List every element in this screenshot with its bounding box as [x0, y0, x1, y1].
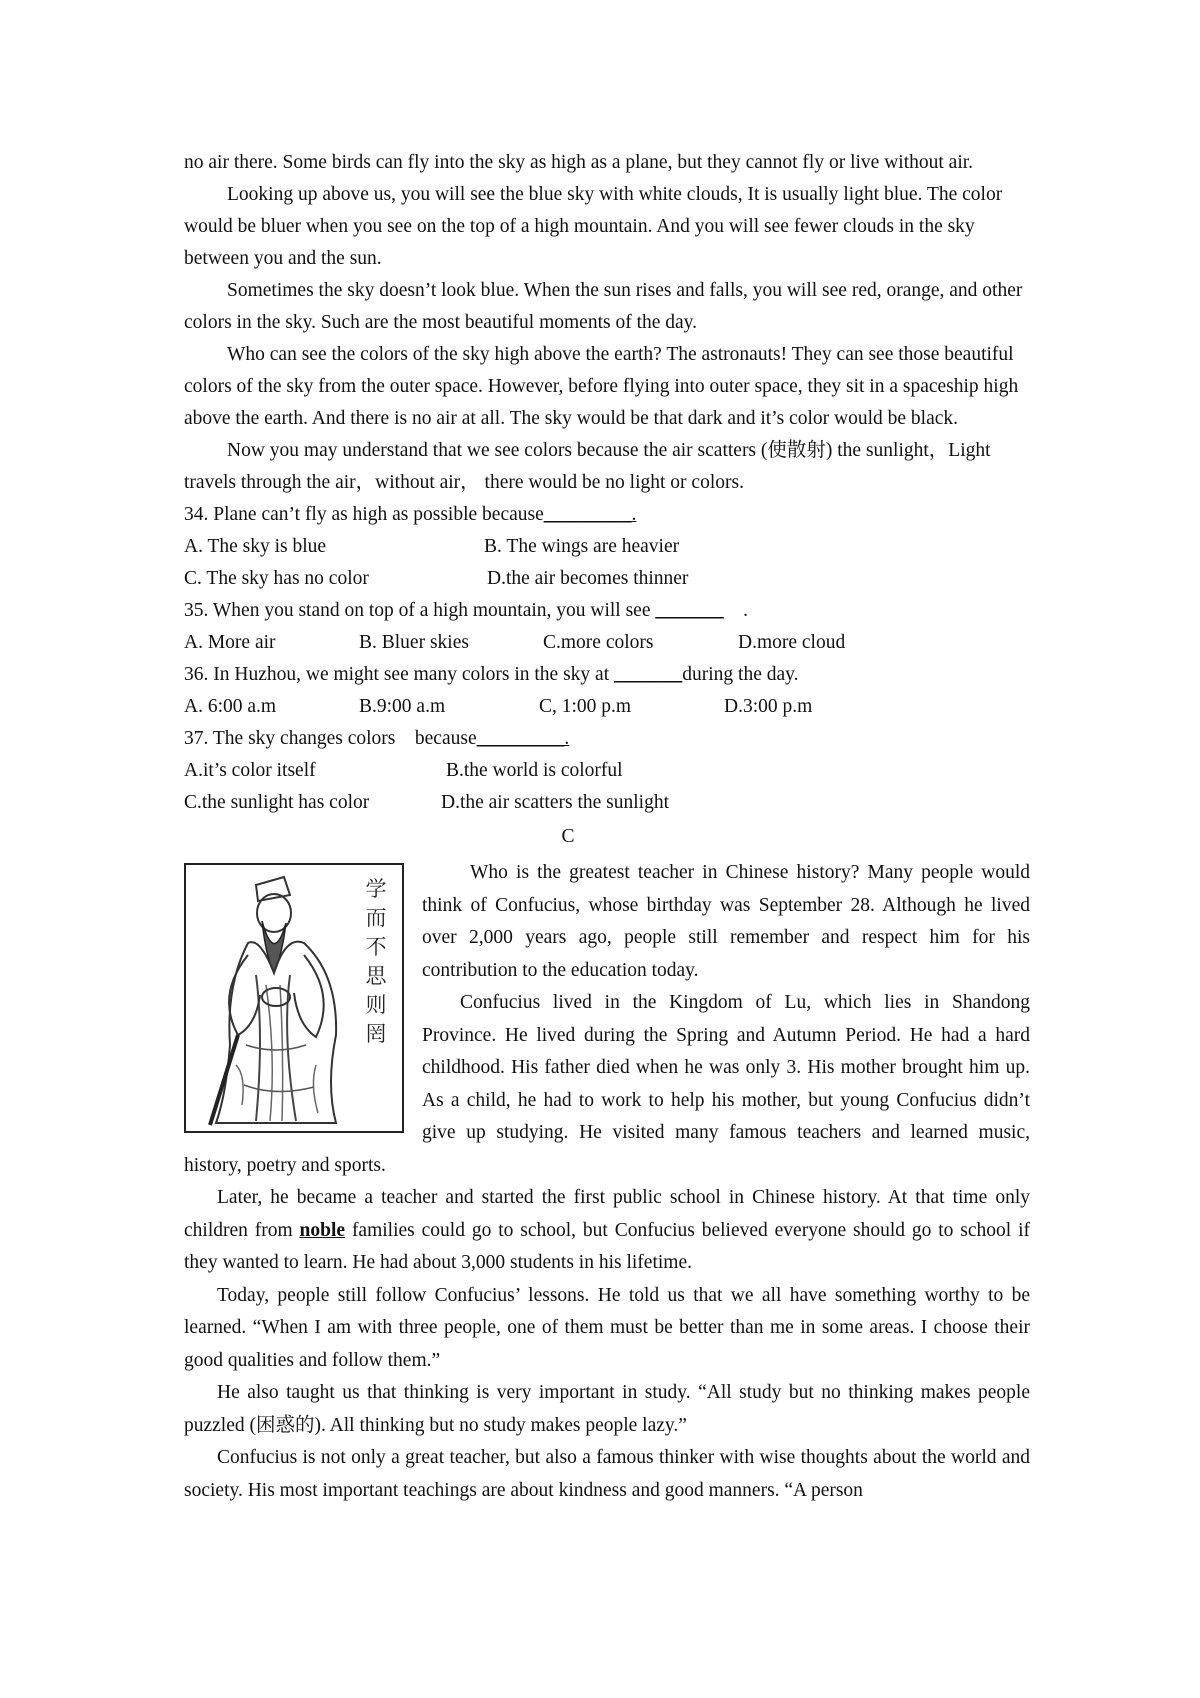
option-d: D.the air becomes thinner	[487, 568, 689, 589]
question-37	[184, 723, 1030, 755]
section-heading: C	[561, 826, 575, 847]
answer-blank: _______	[655, 600, 724, 621]
option-b: B. The wings are heavier	[484, 536, 680, 557]
answer-blank: _______	[614, 664, 683, 685]
passage-paragraph: Sometimes the sky doesn’t look blue. When the sun rises and falls, you will see red, orange, and other colors in the sky. Such are the most beautiful moments of the day.	[184, 280, 1023, 333]
passage-paragraph: no air there. Some birds can fly into the sky as high as a plane, but they cannot fly or live without air.	[184, 152, 974, 173]
option-b: B.the world is colorful	[446, 760, 623, 781]
question-tail: during the day.	[682, 664, 799, 685]
confucius-portrait	[184, 863, 404, 1133]
passage-paragraph: Today, people still follow Confucius’ lessons. He told us that we all have something worthy to be learned. “When I am with three people, one of them must be better than me in some areas. I choose their good qualities and follow them.”	[184, 1284, 1030, 1371]
passage-paragraph: Who can see the colors of the sky high above the earth? The astronauts! They can see those beautiful colors of the sky from the outer space. However, before flying into outer space, they sit in a spaceship high above the earth. And there is no air at all. The sky would be that dark and it’s color would be black.	[184, 344, 1019, 429]
option-c: C.the sunlight has color	[184, 792, 370, 813]
question-36	[184, 659, 1030, 691]
passage-paragraph: Looking up above us, you will see the blue sky with white clouds, It is usually light blue. The color would be bluer when you see on the top of a high mountain. And you will see fewer clouds in the sky between you and the sun.	[184, 184, 1003, 269]
option-a: A. More air	[184, 632, 276, 653]
option-a: A. 6:00 a.m	[184, 696, 277, 717]
passage-paragraph: Now you may understand that we see colors because the air scatters (使散射) the sunlight，Light travels through the air，without air， there would be no light or colors.	[184, 440, 991, 493]
question-stem: 35. When you stand on top of a high mountain, you will see	[184, 600, 656, 621]
passage-c	[184, 857, 1030, 1507]
option-b: B. Bluer skies	[359, 632, 469, 653]
question-stem: 34. Plane can’t fly as high as possible because	[184, 504, 544, 525]
options-row	[184, 787, 1030, 819]
option-c: C, 1:00 p.m	[539, 696, 632, 717]
option-d: D.the air scatters the sunlight	[441, 792, 669, 813]
answer-blank: _________.	[543, 504, 637, 525]
passage-paragraph: Who is the greatest teacher in Chinese history? Many people would think of Confucius, whose birthday was September 28. Although he lived over 2,000 years ago, people still remember and respect him for his contribution to the education today.	[422, 862, 1030, 981]
options-row	[184, 563, 1030, 595]
option-d: D.more cloud	[738, 632, 846, 653]
option-c: C.more colors	[543, 632, 654, 653]
paragraph-text: families could go to school, but Confucius believed everyone should go to school if they wanted to learn. He had about 3,000 students in his lifetime.	[184, 1219, 1030, 1273]
options-row	[184, 531, 1030, 563]
question-stem: 36. In Huzhou, we might see many colors in the sky at	[184, 664, 614, 685]
option-d: D.3:00 p.m	[724, 696, 813, 717]
passage-paragraph: Confucius lived in the Kingdom of Lu, which lies in Shandong Province. He lived during the Spring and Autumn Period. He had a hard childhood. His father died when he was only 3. His mother brought him up. As a child, he had to work to help his mother, but young Confucius didn’t give up studying. He visited many famous teachers and learned music, history, poetry and sports.	[184, 992, 1030, 1176]
options-row	[184, 755, 1030, 787]
answer-blank: _________.	[476, 728, 570, 749]
options-row	[184, 691, 1030, 723]
option-a: A. The sky is blue	[184, 536, 327, 557]
paragraph-text: Later, he became a teacher and started the first public school in Chinese history. At that time only children from	[184, 1187, 1030, 1241]
underlined-word-noble: noble	[299, 1219, 346, 1241]
worksheet-page	[184, 147, 1030, 1507]
passage-paragraph	[184, 1182, 1030, 1280]
question-34	[184, 499, 1030, 531]
passage-paragraph: Confucius is not only a great teacher, but also a famous thinker with wise thoughts about the world and society. His most important teachings are about kindness and good manners. “A person	[184, 1447, 1030, 1501]
question-tail: .	[723, 600, 748, 621]
option-b: B.9:00 a.m	[359, 696, 446, 717]
image-inscription: 学而不思则罔	[365, 877, 387, 1046]
options-row	[184, 627, 1030, 659]
option-a: A.it’s color itself	[184, 760, 316, 781]
question-35	[184, 595, 1030, 627]
option-c: C. The sky has no color	[184, 568, 369, 589]
passage-paragraph: He also taught us that thinking is very important in study. “All study but no thinking makes people puzzled (困惑的). All thinking but no study makes people lazy.”	[184, 1382, 1030, 1436]
question-stem: 37. The sky changes colors because	[184, 728, 477, 749]
